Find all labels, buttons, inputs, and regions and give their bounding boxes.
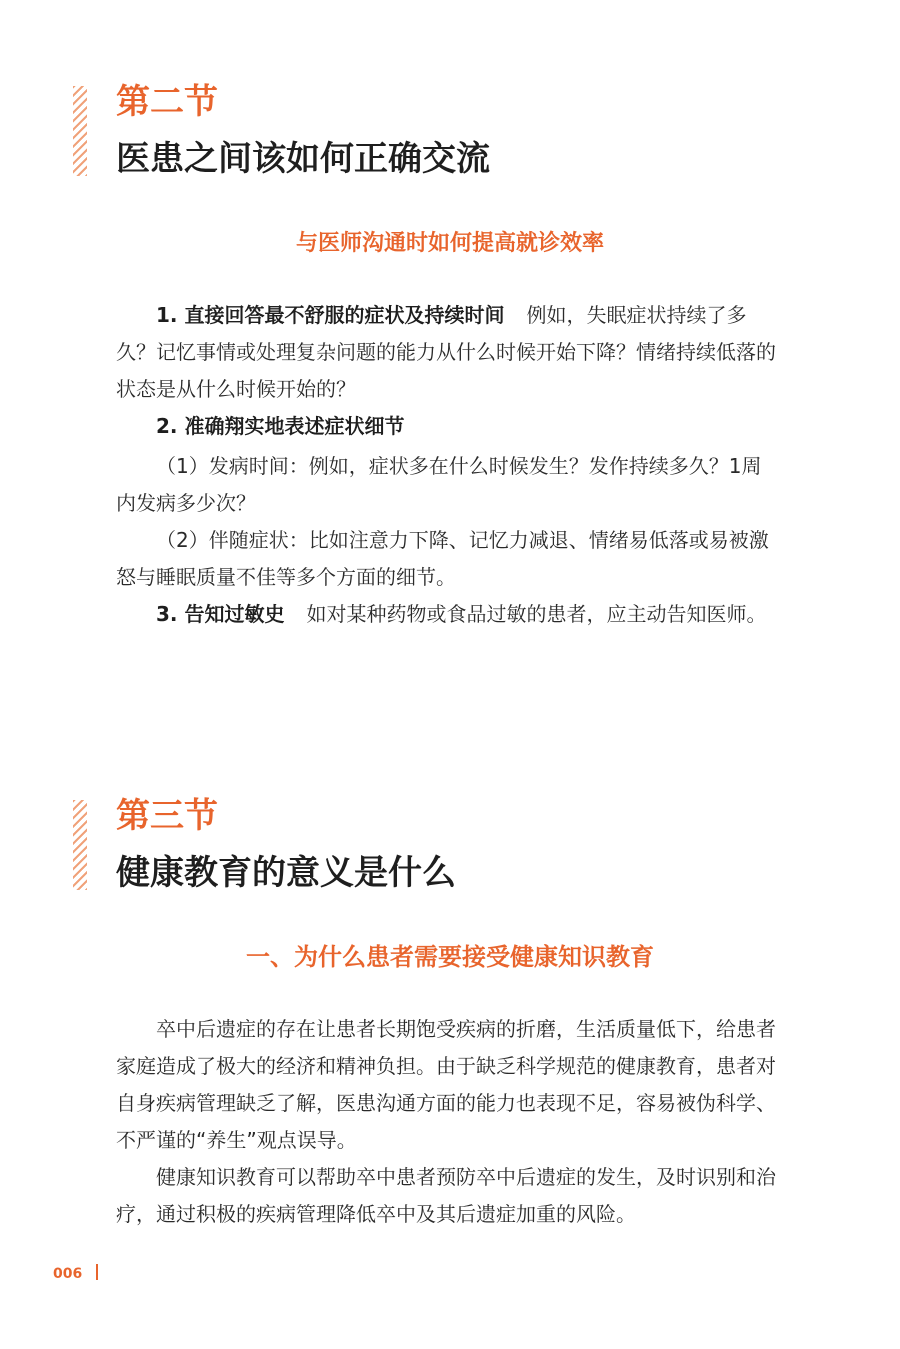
section2-subhead: 与医师沟通时如何提高就诊效率 <box>295 231 604 256</box>
section2-paragraph-3: （1）发病时间：例如，症状多在什么时候发生？发作持续多久？1周内发病多少次？ <box>116 454 762 515</box>
section2-paragraph-2 <box>116 408 780 445</box>
section2-hatch-decoration <box>73 86 87 176</box>
footer-divider <box>96 1264 98 1280</box>
section2-title: 医患之间该如何正确交流 <box>116 139 490 179</box>
page-footer <box>53 1264 98 1282</box>
section3-title: 健康教育的意义是什么 <box>116 853 456 893</box>
section2-paragraph-1 <box>116 297 780 408</box>
section2-p1-heading: 1. 直接回答最不舒服的症状及持续时间 <box>156 303 505 327</box>
section2-paragraph-4: （2）伴随症状：比如注意力下降、记忆力减退、情绪易低落或易被激怒与睡眠质量不佳等多个方面的细节。 <box>116 528 769 589</box>
section2-p5-heading: 3. 告知过敏史 <box>156 602 285 626</box>
section3-label: 第三节 <box>116 796 218 836</box>
section2-paragraph-5 <box>116 596 780 633</box>
section2-label: 第二节 <box>116 82 218 122</box>
section3-subhead: 一、为什么患者需要接受健康知识教育 <box>246 943 654 971</box>
section2-p2-heading: 2. 准确翔实地表述症状细节 <box>156 414 405 438</box>
section3-hatch-decoration <box>73 800 87 890</box>
section3-paragraph-2: 健康知识教育可以帮助卒中患者预防卒中后遗症的发生，及时识别和治疗，通过积极的疾病管理降低卒中及其后遗症加重的风险。 <box>116 1165 776 1226</box>
section3-paragraph-1: 卒中后遗症的存在让患者长期饱受疾病的折磨，生活质量低下，给患者家庭造成了极大的经济和精神负担。由于缺乏科学规范的健康教育，患者对自身疾病管理缺乏了解，医患沟通方面的能力也表现不足，容易被伪科学、不严谨的“养生”观点误导。 <box>116 1017 776 1152</box>
page-number: 006 <box>53 1266 83 1282</box>
section2-p1-body: 例如，失眠症状持续了多久？记忆事情或处理复杂问题的能力从什么时候开始下降？情绪持续低落的状态是从什么时候开始的？ <box>116 303 776 401</box>
section2-p5-body: 如对某种药物或食品过敏的患者，应主动告知医师。 <box>306 602 767 626</box>
